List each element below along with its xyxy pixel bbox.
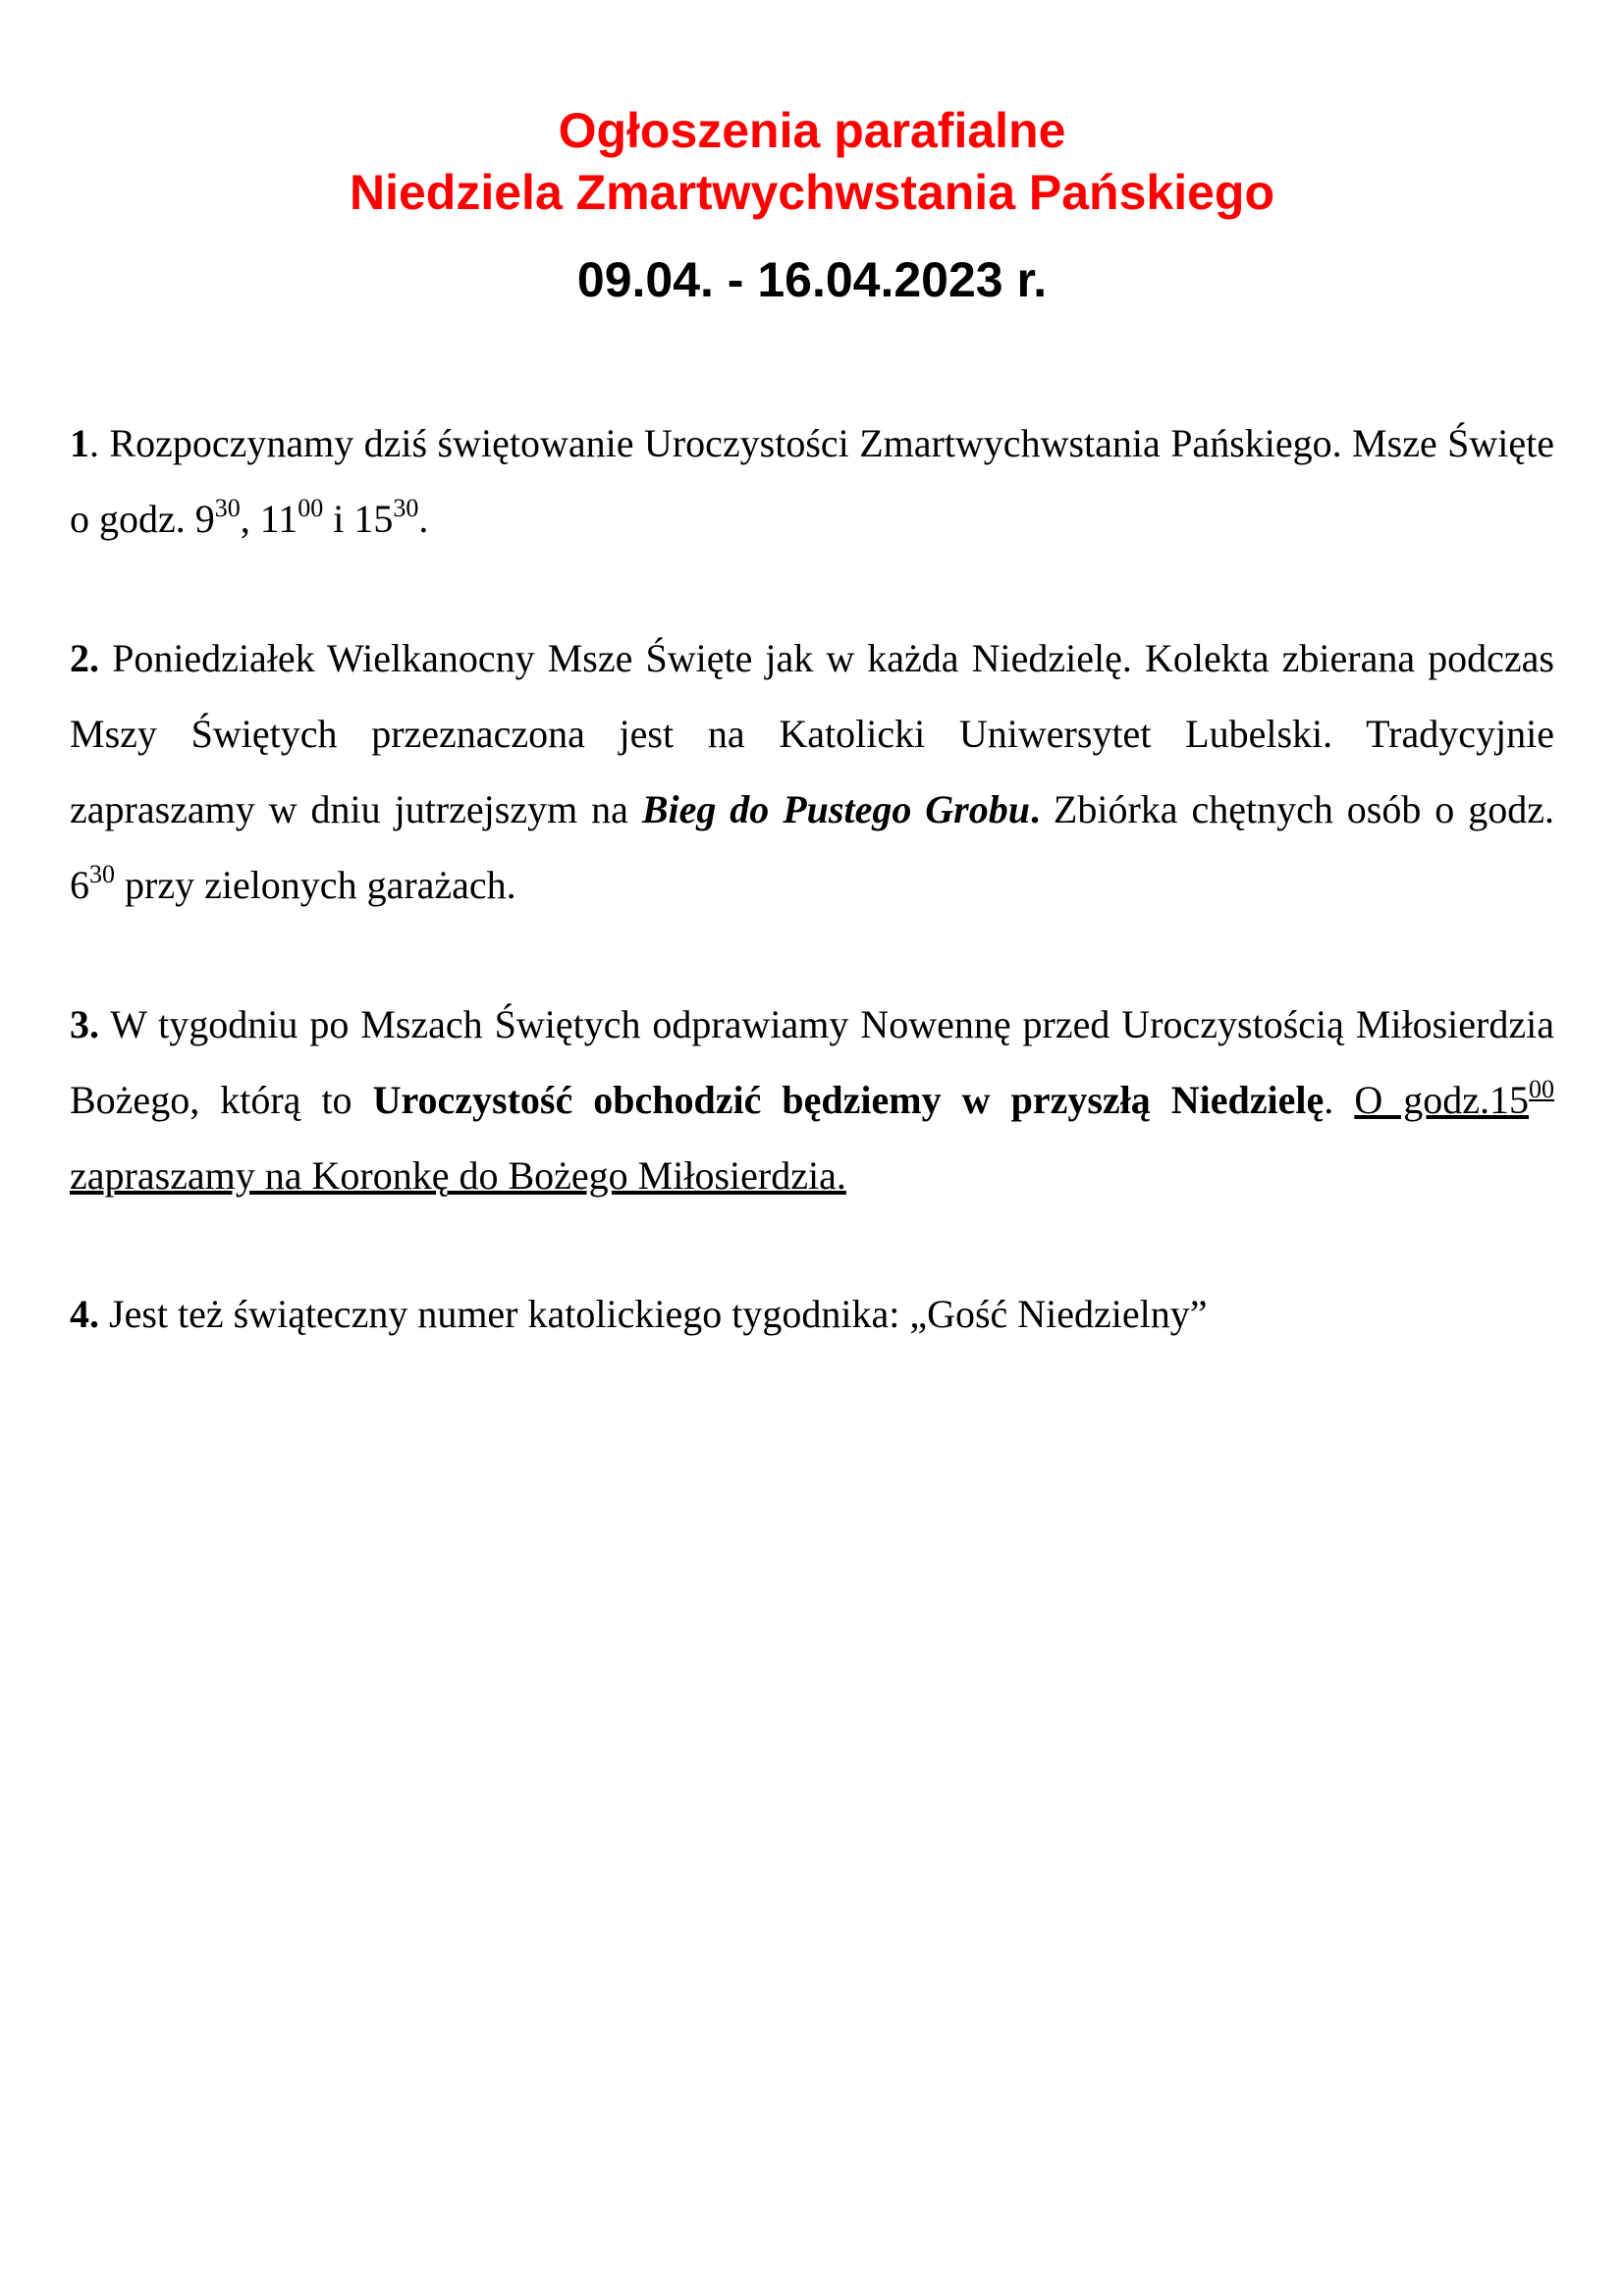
time-superscript: 30 <box>214 493 241 522</box>
date-range: 09.04. - 16.04.2023 r. <box>576 252 1048 307</box>
time-superscript: 00 <box>1529 1074 1555 1103</box>
announcement-text: W tygodniu po Mszach Świętych odprawiamy Nowennę przed Uroczystością Miłosierdzia Bożego, którą to <box>70 1002 1554 1122</box>
announcement-number: 4. <box>70 1292 99 1336</box>
announcement-text: . <box>1324 1078 1355 1122</box>
announcement-text: przy zielonych garażach. <box>115 863 516 907</box>
announcement-text: Zbiórka chętnych osób o godz. 6 <box>70 787 1554 907</box>
announcement-text: Jest też świąteczny numer katolickiego tygodnika: „Gość Niedzielny” <box>99 1292 1208 1336</box>
underlined-text: zapraszamy na Koronkę do Bożego Miłosierdzia. <box>70 1153 846 1198</box>
page-title: Ogłoszenia parafialne <box>558 103 1066 158</box>
time-superscript: 30 <box>393 493 419 522</box>
announcement-text: Poniedziałek Wielkanocny Msze Święte jak w każda Niedzielę. Kolekta zbierana podczas Mszy Świętych przeznaczona jest na Katolicki Uniwersytet Lubelski. Tradycyjnie zapraszamy w dniu jutrzejszym na <box>70 636 1554 831</box>
time-superscript: 30 <box>89 859 115 888</box>
page-subtitle: Niedziela Zmartwychwstania Pańskiego <box>350 165 1274 220</box>
announcement-1 <box>70 405 1554 557</box>
announcement-number-suffix: . <box>89 421 99 465</box>
bold-emphasis: Uroczystość obchodzić będziemy w przyszłą Niedzielę <box>372 1078 1325 1122</box>
emphasis-period: . <box>1029 787 1040 831</box>
announcement-2 <box>70 620 1554 923</box>
announcement-text: i 15 <box>323 497 394 541</box>
announcement-number: 2. <box>70 636 99 680</box>
announcement-text: . <box>418 497 429 541</box>
underlined-text: O godz.15 <box>1354 1078 1530 1122</box>
announcement-4 <box>70 1276 1554 1352</box>
announcement-number: 1 <box>70 421 89 465</box>
announcement-text: Rozpoczynamy dziś świętowanie Uroczystości Zmartwychwstania Pańskiego. Msze Święte o godz. 9 <box>70 421 1554 541</box>
time-superscript: 00 <box>298 493 324 522</box>
announcement-3 <box>70 987 1554 1213</box>
event-name-emphasis: Bieg do Pustego Grobu <box>641 787 1030 831</box>
announcement-text: , 11 <box>240 497 298 541</box>
announcement-number: 3. <box>70 1002 99 1046</box>
